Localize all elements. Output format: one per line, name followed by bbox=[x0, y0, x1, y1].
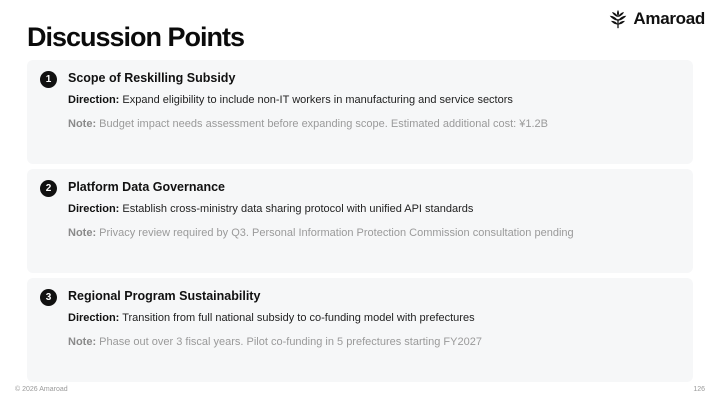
brand-name: Amaroad bbox=[633, 9, 705, 28]
point-number-badge: 2 bbox=[40, 180, 57, 197]
point-note bbox=[68, 118, 548, 130]
direction-label: Direction: bbox=[68, 203, 120, 215]
point-direction bbox=[68, 312, 475, 324]
direction-text: Expand eligibility to include non-IT workers in manufacturing and service sectors bbox=[122, 94, 513, 106]
footer-copyright: © 2026 Amaroad bbox=[15, 386, 68, 393]
note-text: Phase out over 3 fiscal years. Pilot co-funding in 5 prefectures starting FY2027 bbox=[99, 336, 482, 348]
direction-text: Establish cross-ministry data sharing protocol with unified API standards bbox=[122, 203, 474, 215]
note-text: Privacy review required by Q3. Personal Information Protection Commission consultation pending bbox=[99, 227, 574, 239]
note-text: Budget impact needs assessment before expanding scope. Estimated additional cost: ¥1.2B bbox=[99, 118, 549, 130]
note-label: Note: bbox=[68, 336, 97, 348]
point-title: Regional Program Sustainability bbox=[68, 289, 261, 303]
point-direction bbox=[68, 94, 513, 106]
discussion-point-card bbox=[27, 60, 693, 164]
leaf-icon bbox=[607, 8, 629, 30]
direction-label: Direction: bbox=[68, 94, 120, 106]
page-title: Discussion Points bbox=[27, 22, 245, 52]
point-note bbox=[68, 336, 482, 348]
note-label: Note: bbox=[68, 118, 97, 130]
brand-logo bbox=[607, 8, 705, 30]
point-direction bbox=[68, 203, 473, 215]
direction-text: Transition from full national subsidy to co-funding model with prefectures bbox=[122, 312, 475, 324]
discussion-point-card bbox=[27, 278, 693, 382]
point-title: Scope of Reskilling Subsidy bbox=[68, 71, 236, 85]
point-title: Platform Data Governance bbox=[68, 180, 225, 194]
page-number: 126 bbox=[693, 386, 705, 393]
direction-label: Direction: bbox=[68, 312, 120, 324]
point-number-badge: 1 bbox=[40, 71, 57, 88]
point-note bbox=[68, 227, 574, 239]
discussion-point-card bbox=[27, 169, 693, 273]
note-label: Note: bbox=[68, 227, 97, 239]
point-number-badge: 3 bbox=[40, 289, 57, 306]
